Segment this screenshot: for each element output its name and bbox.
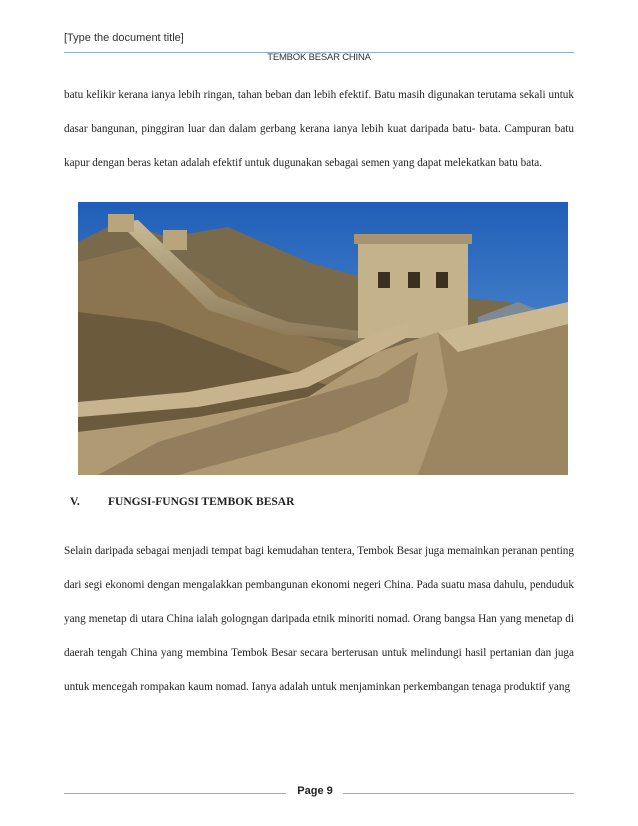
great-wall-photo bbox=[78, 202, 568, 475]
page-number: Page 9 bbox=[297, 785, 333, 797]
section-heading bbox=[64, 496, 574, 508]
body-paragraph-1: batu kelikir kerana ianya lebih ringan, tahan beban dan lebih efektif. Batu masih digunakan terutama sekali untuk dasar bangunan, pinggiran luar dan dalam gerbang kerana ianya lebih kuat daripada batu- bata. Campuran batu kapur dengan beras ketan adalah efektif untuk dugunakan sebagai semen yang dapat melekatkan batu bata. bbox=[64, 89, 574, 169]
footer-rule-left bbox=[64, 793, 286, 794]
running-title: TEMBOK BESAR CHINA bbox=[267, 52, 371, 63]
footer-rule-right bbox=[343, 793, 574, 794]
section-number: V. bbox=[70, 496, 80, 508]
section-title: FUNGSI-FUNGSI TEMBOK BESAR bbox=[108, 496, 295, 508]
body-paragraph-2: Selain daripada sebagai menjadi tempat bagi kemudahan tentera, Tembok Besar juga memainkan peranan penting dari segi ekonomi dengan mengalakkan pembangunan ekonomi negeri China. Pada suatu masa dahulu, penduduk yang menetap di utara China ialah gologngan daripada etnik minoriti nomad. Orang bangsa Han yang menetap di daerah tengah China yang membina Tembok Besar secara berterusan untuk melindungi hasil pertanian dan juga untuk mencegah rompakan kaum nomad. Ianya adalah untuk menjaminkan perkembangan tenaga produktif yang bbox=[64, 545, 574, 693]
document-title-placeholder: [Type the document title] bbox=[64, 32, 184, 44]
